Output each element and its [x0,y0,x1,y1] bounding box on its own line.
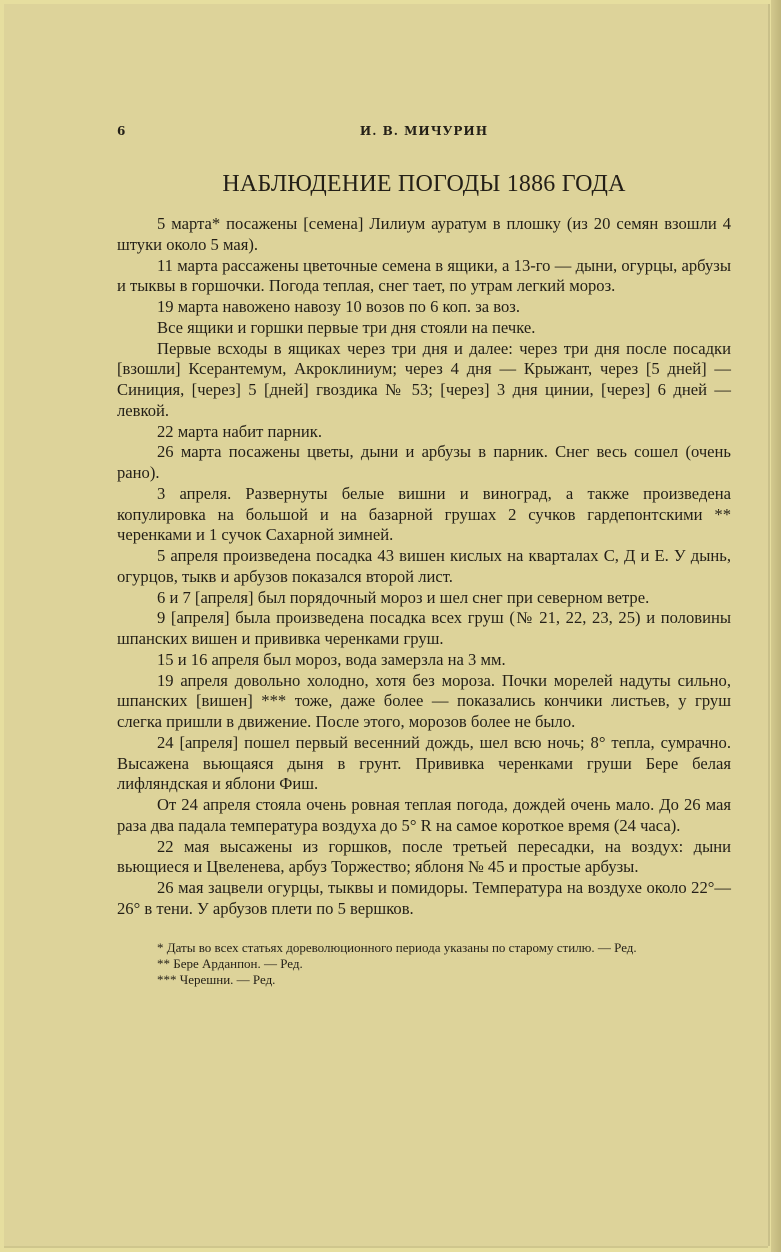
paragraph: 22 марта набит парник. [157,421,323,441]
page-edge [771,0,781,1252]
paragraph: 11 марта рассажены цветочные семена в ящики, а 13-го — дыни, огурцы, арбузы и тыквы в горшочки. Погода теплая, снег тает, по утрам легкий мороз. [117,255,731,296]
text-area [117,120,731,988]
paragraph: 5 марта* посажены [семена] Лилиум ауратум в плошку (из 20 семян взошли 4 штуки около 5 мая). [117,214,731,254]
paragraph: 5 апреля произведена посадка 43 вишен кислых на кварталах С, Д и Е. У дынь, огурцов, тыкв и арбузов показался второй лист. [117,546,731,586]
running-head: И. В. МИЧУРИН [359,124,489,138]
paragraph: 19 апреля довольно холодно, хотя без мороза. Почки морелей надуты сильно, шпанских [вишен] *** тоже, даже более — показались кончики листьев, у груш слегка пришли в движение. После этого, морозов более не было. [117,670,731,731]
paragraph: Все ящики и горшки первые три дня стояли на печке. [157,317,536,337]
paragraph: 26 мая зацвели огурцы, тыквы и помидоры. Температура на воздухе около 22°—26° в тени. У арбузов плети по 5 вершков. [117,878,731,918]
paragraph: 15 и 16 апреля был мороз, вода замерзла на 3 мм. [157,649,506,669]
footnotes [117,940,731,988]
article-body [117,214,731,920]
paragraph: 3 апреля. Развернуты белые вишни и виноград, а также произведена копулировка на большой и на базарной грушах 2 сучков гардепонтскими ** черенками и 1 сучок Сахарной зимней. [117,483,731,545]
paragraph: 9 [апреля] была произведена посадка всех груш (№ 21, 22, 23, 25) и половины шпанских вишен и прививка черенками груш. [117,608,731,648]
footnote: *** Черешни. — Ред. [157,971,276,987]
paragraph: 6 и 7 [апреля] был порядочный мороз и шел снег при северном ветре. [157,587,650,607]
page-header [117,120,731,144]
paragraph: 24 [апреля] пошел первый весенний дождь, шел всю ночь; 8° тепла, сумрачно. Высажена вьющаяся дыня в грунт. Прививка черенками груши Бере белая лифляндская и яблони Фиш. [117,732,731,794]
article-title: НАБЛЮДЕНИЕ ПОГОДЫ 1886 ГОДА [222,171,626,197]
footnote: ** Бере Арданпон. — Ред. [157,955,303,971]
paragraph: Первые всходы в ящиках через три дня и далее: через три дня после посадки [взошли] Ксерантемум, Акроклиниум; через 4 дня — Крыжант, через [5 дней] — Синиция, [через] 5 [дней] гвоздика № 53; [через] 3 дня цинии, [через] 6 дней — левкой. [117,338,731,420]
paragraph: 26 марта посажены цветы, дыни и арбузы в парник. Снег весь сошел (очень рано). [117,442,731,482]
page-number: 6 [117,124,127,138]
footnote: * Даты во всех статьях дореволюционного периода указаны по старому стилю. — Ред. [157,939,637,955]
paragraph: 22 мая высажены из горшков, после третьей пересадки, на воздух: дыни вьющиеся и Цвеленева, арбуз Торжество; яблоня № 45 и простые арбузы. [117,836,731,877]
paragraph: 19 марта навожено навозу 10 возов по 6 коп. за воз. [157,297,520,316]
paragraph: От 24 апреля стояла очень ровная теплая погода, дождей очень мало. До 26 мая раза два падала температура воздуха до 5° R на самое короткое время (24 часа). [117,795,731,835]
